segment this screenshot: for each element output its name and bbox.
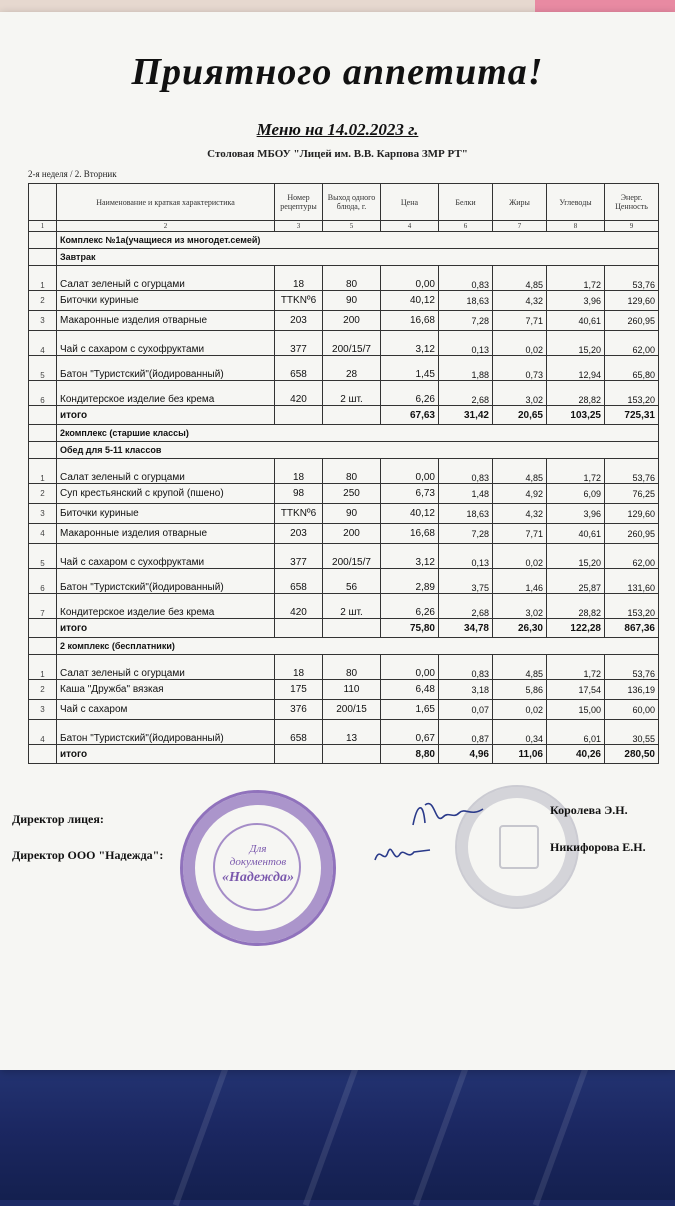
- column-header: Наименование и краткая характеристика: [57, 184, 275, 221]
- cell-price: 6,73: [381, 484, 439, 504]
- cell-carbs: 1,72: [547, 459, 605, 484]
- cell-recipe: 420: [275, 381, 323, 406]
- cell-carbs: 12,94: [547, 356, 605, 381]
- cell-energy: 53,76: [605, 655, 659, 680]
- cell-recipe: 420: [275, 594, 323, 619]
- total-fat: 11,06: [493, 745, 547, 764]
- cell-fat: 0,73: [493, 356, 547, 381]
- total-carbs: 40,26: [547, 745, 605, 764]
- canteen-name: Столовая МБОУ "Лицей им. В.В. Карпова ЗМР РТ": [207, 148, 468, 160]
- cell-energy: 131,60: [605, 569, 659, 594]
- column-number: 9: [605, 221, 659, 232]
- cell-energy: 53,76: [605, 459, 659, 484]
- total-row: [29, 406, 659, 425]
- table-row: [29, 266, 659, 291]
- section-title-spacer: [29, 638, 57, 655]
- cell-n: 7: [29, 594, 57, 619]
- cell-fat: 0,02: [493, 331, 547, 356]
- cell-name: Салат зеленый с огурцами: [57, 655, 275, 680]
- cell-n: 6: [29, 381, 57, 406]
- table-body: [29, 232, 659, 764]
- menu-date: Меню на 14.02.2023 г.: [256, 120, 419, 139]
- cell-price: 1,65: [381, 700, 439, 720]
- total-protein: 31,42: [439, 406, 493, 425]
- total-energy: 725,31: [605, 406, 659, 425]
- column-number: 6: [439, 221, 493, 232]
- cell-recipe: 18: [275, 459, 323, 484]
- cell-fat: 7,71: [493, 524, 547, 544]
- cell-energy: 153,20: [605, 381, 659, 406]
- cell-recipe: 175: [275, 680, 323, 700]
- cell-yield: 2 шт.: [323, 381, 381, 406]
- cell-energy: 260,95: [605, 311, 659, 331]
- total-empty-cell: [29, 406, 57, 425]
- cell-name: Батон "Туристский"(йодированный): [57, 720, 275, 745]
- cell-recipe: 658: [275, 720, 323, 745]
- column-number: 7: [493, 221, 547, 232]
- total-label: итого: [57, 619, 275, 638]
- cell-price: 6,26: [381, 594, 439, 619]
- director-lyceum-label: Директор лицея:: [12, 812, 104, 826]
- cell-energy: 129,60: [605, 291, 659, 311]
- cell-n: 2: [29, 484, 57, 504]
- cell-carbs: 28,82: [547, 594, 605, 619]
- cell-energy: 153,20: [605, 594, 659, 619]
- total-empty-cell: [323, 619, 381, 638]
- cell-yield: 80: [323, 459, 381, 484]
- cell-carbs: 6,01: [547, 720, 605, 745]
- cell-protein: 2,68: [439, 594, 493, 619]
- cell-recipe: TTKNº6: [275, 291, 323, 311]
- cell-fat: 3,02: [493, 594, 547, 619]
- cell-energy: 76,25: [605, 484, 659, 504]
- cell-fat: 4,85: [493, 459, 547, 484]
- cell-recipe: 376: [275, 700, 323, 720]
- meal-title: Завтрак: [57, 249, 659, 266]
- column-number: 8: [547, 221, 605, 232]
- total-energy: 867,36: [605, 619, 659, 638]
- cell-yield: 200: [323, 524, 381, 544]
- cell-yield: 200/15/7: [323, 331, 381, 356]
- total-fat: 26,30: [493, 619, 547, 638]
- cell-n: 6: [29, 569, 57, 594]
- fabric-stripe: [173, 1054, 233, 1206]
- total-empty-cell: [29, 745, 57, 764]
- column-number: 1: [29, 221, 57, 232]
- table-row: [29, 524, 659, 544]
- stamp-text-line3: «Надежда»: [222, 870, 294, 885]
- director-ooo-name: Никифорова Е.Н.: [550, 840, 646, 854]
- cell-carbs: 40,61: [547, 524, 605, 544]
- cell-carbs: 40,61: [547, 311, 605, 331]
- column-header: [29, 184, 57, 221]
- cell-energy: 65,80: [605, 356, 659, 381]
- cell-recipe: 203: [275, 311, 323, 331]
- total-carbs: 103,25: [547, 406, 605, 425]
- cell-recipe: 18: [275, 655, 323, 680]
- cell-yield: 56: [323, 569, 381, 594]
- cell-protein: 0,87: [439, 720, 493, 745]
- total-empty-cell: [29, 619, 57, 638]
- cell-protein: 18,63: [439, 504, 493, 524]
- table-row: [29, 569, 659, 594]
- table-row: [29, 594, 659, 619]
- meal-title: Обед для 5-11 классов: [57, 442, 659, 459]
- meal-title-spacer: [29, 442, 57, 459]
- cell-protein: 0,83: [439, 459, 493, 484]
- table-row: [29, 720, 659, 745]
- stamp-emblem-icon: [499, 825, 539, 869]
- column-number: 3: [275, 221, 323, 232]
- cell-recipe: 658: [275, 356, 323, 381]
- cell-yield: 200: [323, 311, 381, 331]
- cell-name: Макаронные изделия отварные: [57, 524, 275, 544]
- total-fat: 20,65: [493, 406, 547, 425]
- stamp-text-line2: документов: [229, 856, 287, 868]
- cell-n: 1: [29, 459, 57, 484]
- cell-name: Салат зеленый с огурцами: [57, 266, 275, 291]
- cell-recipe: 658: [275, 569, 323, 594]
- total-protein: 4,96: [439, 745, 493, 764]
- cell-fat: 4,32: [493, 504, 547, 524]
- total-empty-cell: [323, 745, 381, 764]
- section-title-row: [29, 425, 659, 442]
- cell-recipe: 203: [275, 524, 323, 544]
- cell-carbs: 15,00: [547, 700, 605, 720]
- cell-name: Макаронные изделия отварные: [57, 311, 275, 331]
- table-row: [29, 356, 659, 381]
- section-title-spacer: [29, 232, 57, 249]
- cell-fat: 3,02: [493, 381, 547, 406]
- column-header: Энерг. Ценность: [605, 184, 659, 221]
- signature-director-ooo: [370, 840, 440, 870]
- cell-energy: 60,00: [605, 700, 659, 720]
- table-row: [29, 544, 659, 569]
- cell-name: Чай с сахаром с сухофруктами: [57, 544, 275, 569]
- total-label: итого: [57, 406, 275, 425]
- cell-n: 4: [29, 524, 57, 544]
- fabric-stripe: [303, 1054, 363, 1206]
- menu-table: [28, 183, 659, 764]
- cell-fat: 7,71: [493, 311, 547, 331]
- cell-yield: 90: [323, 504, 381, 524]
- table-row: [29, 311, 659, 331]
- cell-n: 2: [29, 291, 57, 311]
- total-energy: 280,50: [605, 745, 659, 764]
- cell-carbs: 15,20: [547, 544, 605, 569]
- table-row: [29, 700, 659, 720]
- cell-n: 4: [29, 720, 57, 745]
- cell-protein: 1,48: [439, 484, 493, 504]
- table-row: [29, 381, 659, 406]
- cell-name: Суп крестьянский с крупой (пшено): [57, 484, 275, 504]
- cell-protein: 7,28: [439, 524, 493, 544]
- cell-fat: 4,85: [493, 266, 547, 291]
- section-title-spacer: [29, 425, 57, 442]
- table-row: [29, 459, 659, 484]
- cell-fat: 5,86: [493, 680, 547, 700]
- cell-name: Чай с сахаром: [57, 700, 275, 720]
- cell-price: 1,45: [381, 356, 439, 381]
- cell-fat: 4,92: [493, 484, 547, 504]
- cell-protein: 3,75: [439, 569, 493, 594]
- section-title: Комплекс №1а(учащиеся из многодет.семей): [57, 232, 659, 249]
- stamp-text-line1: Для: [249, 843, 267, 855]
- cell-energy: 62,00: [605, 331, 659, 356]
- cell-price: 3,12: [381, 331, 439, 356]
- table-row: [29, 331, 659, 356]
- cell-protein: 0,83: [439, 266, 493, 291]
- cell-yield: 80: [323, 655, 381, 680]
- week-day-label: 2-я неделя / 2. Вторник: [28, 169, 117, 179]
- cell-fat: 4,85: [493, 655, 547, 680]
- director-ooo-label: Директор ООО "Надежда":: [12, 848, 164, 862]
- total-empty-cell: [275, 619, 323, 638]
- cell-carbs: 1,72: [547, 266, 605, 291]
- total-price: 75,80: [381, 619, 439, 638]
- cell-energy: 30,55: [605, 720, 659, 745]
- section-title: 2комплекс (старшие классы): [57, 425, 659, 442]
- cell-yield: 90: [323, 291, 381, 311]
- cell-protein: 2,68: [439, 381, 493, 406]
- cell-name: Батон "Туристский"(йодированный): [57, 569, 275, 594]
- cell-n: 4: [29, 331, 57, 356]
- section-title-row: [29, 232, 659, 249]
- cell-yield: 250: [323, 484, 381, 504]
- cell-fat: 4,32: [493, 291, 547, 311]
- cell-recipe: 18: [275, 266, 323, 291]
- organization-stamp: [180, 790, 336, 946]
- cell-name: Биточки куриные: [57, 291, 275, 311]
- cell-yield: 80: [323, 266, 381, 291]
- signature-director-lyceum: [405, 795, 495, 835]
- cell-price: 0,67: [381, 720, 439, 745]
- fabric-stripe: [413, 1054, 473, 1206]
- table-row: [29, 484, 659, 504]
- cell-price: 6,48: [381, 680, 439, 700]
- column-header: Белки: [439, 184, 493, 221]
- cell-energy: 62,00: [605, 544, 659, 569]
- cell-yield: 200/15/7: [323, 544, 381, 569]
- cell-carbs: 15,20: [547, 331, 605, 356]
- cell-protein: 1,88: [439, 356, 493, 381]
- director-lyceum-name: Королева Э.Н.: [550, 803, 628, 817]
- cell-energy: 260,95: [605, 524, 659, 544]
- cell-price: 40,12: [381, 291, 439, 311]
- total-row: [29, 619, 659, 638]
- section-title: 2 комплекс (бесплатники): [57, 638, 659, 655]
- cell-n: 1: [29, 655, 57, 680]
- cell-yield: 110: [323, 680, 381, 700]
- cell-name: Каша "Дружба" вязкая: [57, 680, 275, 700]
- cell-carbs: 3,96: [547, 291, 605, 311]
- total-row: [29, 745, 659, 764]
- column-number: 2: [57, 221, 275, 232]
- table-header-numbers-row: [29, 221, 659, 232]
- meal-title-spacer: [29, 249, 57, 266]
- cell-name: Салат зеленый с огурцами: [57, 459, 275, 484]
- section-title-row: [29, 638, 659, 655]
- cell-protein: 0,07: [439, 700, 493, 720]
- cell-protein: 3,18: [439, 680, 493, 700]
- fabric-stripe: [533, 1054, 593, 1206]
- cell-carbs: 28,82: [547, 381, 605, 406]
- cell-n: 1: [29, 266, 57, 291]
- table-header-row: [29, 184, 659, 221]
- cell-yield: 200/15: [323, 700, 381, 720]
- cell-name: Биточки куриные: [57, 504, 275, 524]
- cell-carbs: 25,87: [547, 569, 605, 594]
- column-header: Выход одного блюда, г.: [323, 184, 381, 221]
- column-number: 4: [381, 221, 439, 232]
- table-row: [29, 655, 659, 680]
- cell-carbs: 6,09: [547, 484, 605, 504]
- meal-title-row: [29, 442, 659, 459]
- cell-n: 5: [29, 356, 57, 381]
- cell-energy: 53,76: [605, 266, 659, 291]
- cell-energy: 136,19: [605, 680, 659, 700]
- cell-fat: 0,02: [493, 544, 547, 569]
- cell-name: Кондитерское изделие без крема: [57, 594, 275, 619]
- cell-yield: 2 шт.: [323, 594, 381, 619]
- cell-protein: 7,28: [439, 311, 493, 331]
- cell-fat: 0,34: [493, 720, 547, 745]
- column-header: Цена: [381, 184, 439, 221]
- column-header: Номер рецептуры: [275, 184, 323, 221]
- cell-recipe: 377: [275, 331, 323, 356]
- column-header: Жиры: [493, 184, 547, 221]
- total-empty-cell: [323, 406, 381, 425]
- cell-yield: 13: [323, 720, 381, 745]
- cell-fat: 0,02: [493, 700, 547, 720]
- blue-fabric-background: [0, 1060, 675, 1200]
- table-row: [29, 291, 659, 311]
- cell-n: 5: [29, 544, 57, 569]
- cell-carbs: 3,96: [547, 504, 605, 524]
- cell-price: 16,68: [381, 311, 439, 331]
- total-label: итого: [57, 745, 275, 764]
- cell-n: 3: [29, 311, 57, 331]
- cell-price: 0,00: [381, 655, 439, 680]
- cell-fat: 1,46: [493, 569, 547, 594]
- table-row: [29, 504, 659, 524]
- cell-price: 3,12: [381, 544, 439, 569]
- total-price: 8,80: [381, 745, 439, 764]
- cell-yield: 28: [323, 356, 381, 381]
- cell-name: Чай с сахаром с сухофруктами: [57, 331, 275, 356]
- cell-recipe: TTKNº6: [275, 504, 323, 524]
- cell-price: 0,00: [381, 266, 439, 291]
- cell-energy: 129,60: [605, 504, 659, 524]
- cell-price: 6,26: [381, 381, 439, 406]
- cell-protein: 0,13: [439, 544, 493, 569]
- cell-protein: 0,83: [439, 655, 493, 680]
- cell-price: 16,68: [381, 524, 439, 544]
- cell-recipe: 377: [275, 544, 323, 569]
- cell-recipe: 98: [275, 484, 323, 504]
- cell-price: 40,12: [381, 504, 439, 524]
- total-protein: 34,78: [439, 619, 493, 638]
- total-empty-cell: [275, 406, 323, 425]
- cell-n: 2: [29, 680, 57, 700]
- page-title: Приятного аппетита!: [131, 51, 544, 93]
- total-empty-cell: [275, 745, 323, 764]
- meal-title-row: [29, 249, 659, 266]
- cell-protein: 0,13: [439, 331, 493, 356]
- table-row: [29, 680, 659, 700]
- cell-n: 3: [29, 700, 57, 720]
- total-price: 67,63: [381, 406, 439, 425]
- column-header: Углеводы: [547, 184, 605, 221]
- total-carbs: 122,28: [547, 619, 605, 638]
- cell-name: Батон "Туристский"(йодированный): [57, 356, 275, 381]
- cell-protein: 18,63: [439, 291, 493, 311]
- cell-carbs: 1,72: [547, 655, 605, 680]
- cell-carbs: 17,54: [547, 680, 605, 700]
- column-number: 5: [323, 221, 381, 232]
- cell-name: Кондитерское изделие без крема: [57, 381, 275, 406]
- cell-price: 2,89: [381, 569, 439, 594]
- cell-n: 3: [29, 504, 57, 524]
- cell-price: 0,00: [381, 459, 439, 484]
